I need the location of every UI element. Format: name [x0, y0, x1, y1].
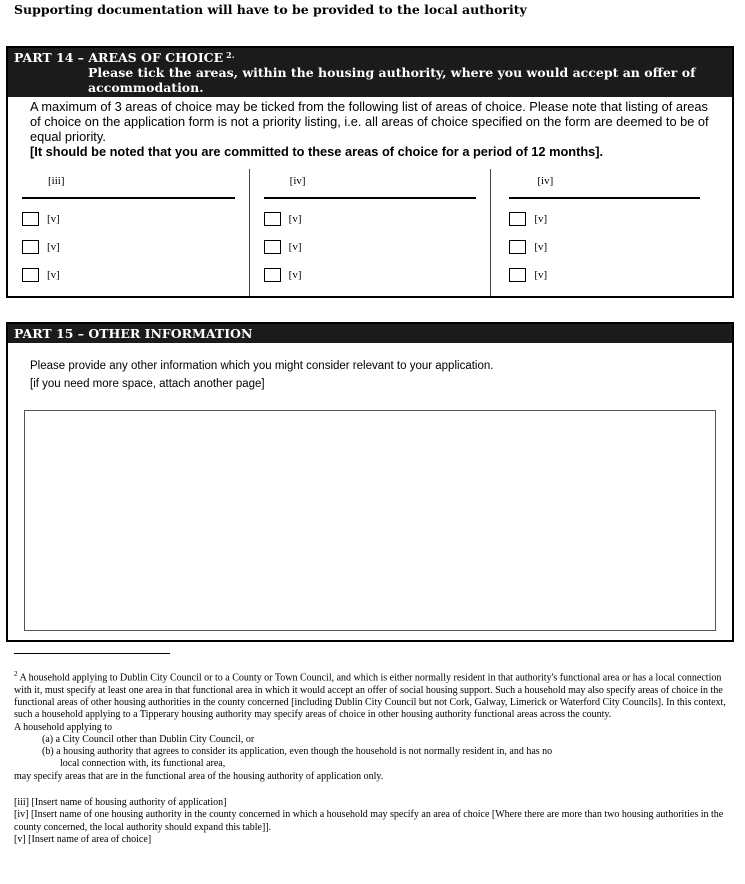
footnote-ref: 2.: [226, 50, 235, 60]
area-option-label: [v]: [47, 269, 60, 281]
checkbox[interactable]: [264, 212, 281, 226]
area-option-label: [v]: [534, 213, 548, 225]
checkbox[interactable]: [509, 212, 526, 226]
footnote-2-text: A household applying to Dublin City Council or to a County or Town Council, and which is either normally resident in that authority's functional area or has a local connection with it, must specify at least one area in that functional area in which it would accept an offer of social housing support. Such a household may also specify areas of choice in the functional areas of other housing authorities in the county concerned [including Dublin City Council but not Cork, Galway, Limerick or Waterford City Councils]. In this context, such a household applying to a Tipperary housing authority may specify areas of choice in other housing authority functional areas across the county.: [14, 672, 726, 721]
footnote-v: [v] [Insert name of area of choice]: [14, 833, 152, 845]
intro-bold: [It should be noted that you are committed to these areas of choice for a period of 12 months].: [30, 144, 604, 159]
footnote-2-mark: 2: [14, 670, 18, 678]
supporting-docs-note: Supporting documentation will have to be provided to the local authority: [14, 2, 527, 17]
footnote-iii: [iii] [Insert name of housing authority of application]: [14, 797, 227, 808]
area-option[interactable]: [22, 240, 60, 254]
area-option[interactable]: [509, 240, 547, 254]
part14-title: PART 14 – AREAS OF CHOICE: [14, 50, 224, 65]
column-header: [iv]: [537, 175, 554, 187]
footnote-may: may specify areas that are in the functional area of the housing authority of application only.: [14, 770, 384, 782]
part15-header: [8, 324, 732, 343]
area-option-label: [v]: [288, 241, 302, 253]
part14-header: [8, 48, 732, 97]
checkbox[interactable]: [264, 268, 281, 282]
column-header: [iv]: [289, 175, 306, 187]
choice-column: [8, 169, 250, 296]
area-option[interactable]: [264, 268, 302, 282]
column-name-line: [264, 197, 477, 199]
part15-line2: [if you need more space, attach another page]: [30, 378, 265, 390]
checkbox[interactable]: [509, 240, 526, 254]
part15-line1: Please provide any other information which you might consider relevant to your application.: [30, 360, 494, 372]
intro-text: A maximum of 3 areas of choice may be ticked from the following list of areas of choice. Please note that listing of areas of choice on the application form is not a priority listing, i.e. all areas of choice specified on the form are deemed to be of equal priority.: [30, 99, 709, 144]
area-option-label: [v]: [534, 241, 548, 253]
footnote-applying: A household applying to: [14, 721, 113, 733]
part14-section: [6, 46, 734, 298]
checkbox[interactable]: [509, 268, 526, 282]
footnote-item-b: (b) a housing authority that agrees to consider its application, even though the household is not normally resident in, and has no: [42, 746, 553, 758]
column-name-line: [509, 197, 700, 199]
area-option-label: [v]: [47, 241, 60, 253]
column-header: [iii]: [48, 175, 65, 187]
footnote-2: [14, 668, 730, 722]
choice-column: [491, 169, 732, 296]
area-option[interactable]: [509, 268, 547, 282]
footnote-divider: [14, 653, 170, 654]
checkbox[interactable]: [22, 268, 39, 282]
part14-intro: [8, 97, 732, 159]
area-option-label: [v]: [288, 269, 302, 281]
area-option[interactable]: [509, 212, 547, 226]
checkbox[interactable]: [264, 240, 281, 254]
footnotes: [14, 668, 730, 846]
area-option[interactable]: [264, 240, 302, 254]
spacer: [14, 783, 730, 797]
checkbox[interactable]: [22, 240, 39, 254]
part14-subtitle: Please tick the areas, within the housing authority, where you would accept an offer of accommodation.: [88, 65, 696, 95]
footnote-item-b-cont: local connection with, its functional area,: [60, 758, 226, 770]
other-information-box[interactable]: [24, 410, 716, 631]
part15-title: PART 15 – OTHER INFORMATION: [14, 326, 253, 341]
area-option-label: [v]: [288, 213, 302, 225]
footnote-iv: [iv] [Insert name of one housing authority in the county concerned in which a household may specify an area of choice [Where there are more than two housing authorities in the county concerned, the local authority should expand this table]].: [14, 809, 724, 833]
footnote-item-a: (a) a City Council other than Dublin City Council, or: [42, 733, 255, 745]
part15-section: [6, 322, 734, 642]
part15-instructions: [8, 343, 732, 393]
choice-column: [250, 169, 492, 296]
checkbox[interactable]: [22, 212, 39, 226]
area-option[interactable]: [22, 268, 60, 282]
areas-of-choice-table: [8, 169, 732, 296]
area-option-label: [v]: [47, 213, 60, 225]
column-name-line: [22, 197, 235, 199]
area-option[interactable]: [22, 212, 60, 226]
area-option-label: [v]: [534, 269, 548, 281]
area-option[interactable]: [264, 212, 302, 226]
